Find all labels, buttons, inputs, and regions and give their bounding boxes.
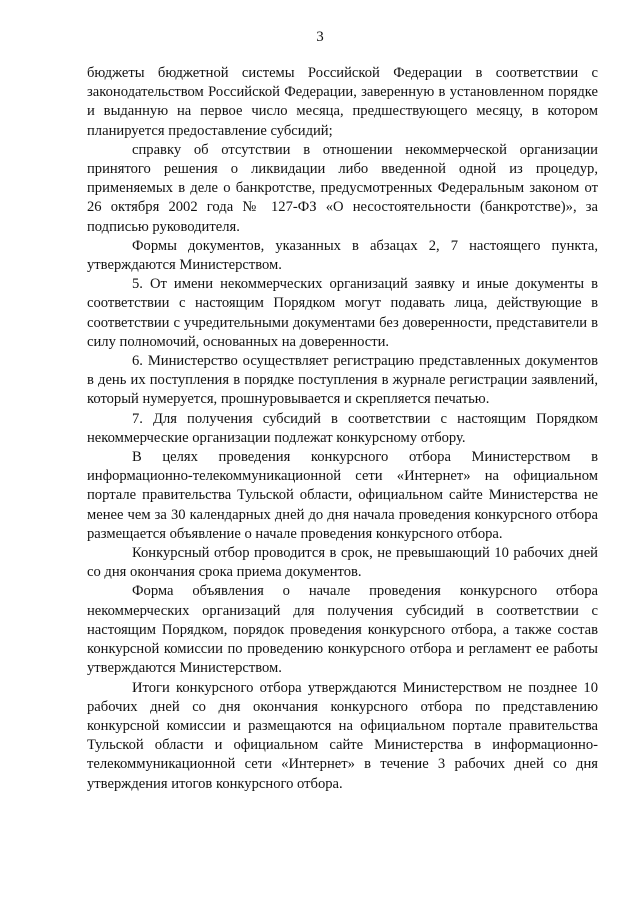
paragraph: 5. От имени некоммерческих организаций заявку и иные документы в соответствии с настоящим Порядком могут подавать лица, действующие в соответствии с учредительными документами без доверенности, представители в силу полномочий, основанных на доверенности. — [87, 276, 598, 350]
paragraph: Форма объявления о начале проведения конкурсного отбора некоммерческих организаций для получения субсидий в соответствии с настоящим Порядком, порядок проведения конкурсного отбора, а также состав конкурсной комиссии по проведению конкурсного отбора и регламент ее работы утверждаются Министерством. — [87, 583, 598, 677]
paragraph: справку об отсутствии в отношении некоммерческой организации принятого решения о ликвидации либо введенной одной из процедур, применяемых в деле о банкротстве, предусмотренных Федеральным законом от 26 октября 2002 года № 127-ФЗ «О несостоятельности (банкротстве)», за подписью руководителя. — [87, 141, 598, 235]
paragraph: Формы документов, указанных в абзацах 2, 7 настоящего пункта, утверждаются Министерством. — [87, 237, 598, 274]
paragraph: Итоги конкурсного отбора утверждаются Министерством не позднее 10 рабочих дней со дня окончания конкурсного отбора по представлению конкурсной комиссии и размещаются на официальном портале правительства Тульской области и официальном сайте Министерства в информационно-телекоммуникационной сети «Интернет» в течение 3 рабочих дней со дня утверждения итогов конкурсного отбора. — [87, 679, 598, 792]
document-body — [87, 64, 598, 794]
paragraph: 6. Министерство осуществляет регистрацию представленных документов в день их поступления в порядке поступления в журнале регистрации заявлений, который нумеруется, прошнуровывается и скрепляется печатью. — [87, 353, 598, 408]
paragraph: 7. Для получения субсидий в соответствии с настоящим Порядком некоммерческие организации подлежат конкурсному отбору. — [87, 410, 598, 446]
page-number: 3 — [316, 29, 324, 45]
paragraph: Конкурсный отбор проводится в срок, не превышающий 10 рабочих дней со дня окончания срока приема документов. — [87, 545, 598, 581]
paragraph: бюджеты бюджетной системы Российской Федерации в соответствии с законодательством Российской Федерации, заверенную в установленном порядке и выданную на первое число месяца, предшествующего месяцу, в котором планируется предоставление субсидий; — [87, 65, 598, 139]
paragraph: В целях проведения конкурсного отбора Министерством в информационно-телекоммуникационной сети «Интернет» на официальном портале правительства Тульской области, официальном сайте Министерства не менее чем за 30 календарных дней до дня начала проведения конкурсного отбора размещается объявление о начале проведения конкурсного отбора. — [87, 449, 598, 542]
